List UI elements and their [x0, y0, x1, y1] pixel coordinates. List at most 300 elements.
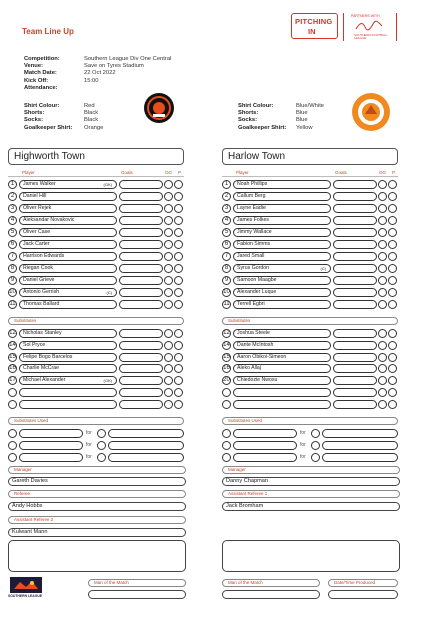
og-field[interactable] — [164, 376, 173, 385]
og-field[interactable] — [164, 228, 173, 237]
player-name[interactable] — [233, 353, 331, 362]
shirt-number: 3 — [8, 204, 17, 213]
og-field[interactable] — [378, 276, 387, 285]
penalty-field[interactable] — [388, 341, 397, 350]
player-name-text: Syrus Gordon — [237, 265, 270, 271]
player-name[interactable] — [233, 300, 331, 309]
penalty-field[interactable] — [174, 353, 183, 362]
goals-field[interactable] — [333, 353, 377, 362]
penalty-field[interactable] — [388, 216, 397, 225]
player-row[interactable] — [8, 329, 186, 338]
player-name[interactable] — [233, 204, 331, 213]
goals-field[interactable] — [333, 288, 377, 297]
player-name-text: Sol Pryce — [23, 341, 46, 348]
player-row[interactable] — [8, 180, 186, 189]
goals-field[interactable] — [333, 300, 377, 309]
goals-field[interactable] — [119, 180, 163, 189]
penalty-field[interactable] — [174, 329, 183, 338]
og-field[interactable] — [378, 204, 387, 213]
goals-field[interactable] — [119, 288, 163, 297]
ar2-label: Assistant Referee 2 — [8, 516, 186, 524]
player-name-text: Charlie McCrae — [23, 365, 60, 372]
away-player-col: Player — [236, 170, 249, 175]
player-name[interactable] — [19, 216, 117, 225]
og-field[interactable] — [378, 353, 387, 362]
player-name[interactable] — [233, 400, 331, 409]
player-row[interactable] — [222, 252, 400, 261]
home-p-col: P — [178, 170, 182, 175]
referee-value[interactable]: Andy Hobbs — [8, 502, 186, 511]
away-header-rule — [222, 176, 398, 177]
home-team-name: Highworth Town — [8, 148, 184, 165]
away-shorts-label: Shorts: — [238, 110, 259, 117]
home-motm-value[interactable] — [88, 590, 186, 599]
player-tag: (C) — [106, 290, 112, 295]
penalty-field[interactable] — [174, 400, 183, 409]
player-row[interactable] — [8, 276, 186, 285]
away-p-col: P — [392, 170, 396, 175]
player-row[interactable] — [222, 353, 400, 362]
penalty-field[interactable] — [174, 364, 183, 373]
og-field[interactable] — [164, 252, 173, 261]
player-name[interactable] — [233, 376, 331, 385]
player-name[interactable] — [19, 376, 117, 385]
player-row[interactable] — [8, 192, 186, 201]
goals-field[interactable] — [119, 400, 163, 409]
shirt-number: 11 — [9, 301, 16, 307]
player-name-text: Thomas Ballard — [23, 301, 60, 307]
player-name[interactable] — [233, 228, 331, 237]
player-name[interactable] — [233, 364, 331, 373]
goals-field[interactable] — [333, 264, 377, 273]
player-row[interactable] — [222, 300, 400, 309]
goals-field[interactable] — [119, 264, 163, 273]
penalty-field[interactable] — [388, 364, 397, 373]
player-name[interactable] — [233, 341, 331, 350]
player-row[interactable] — [8, 240, 186, 249]
player-row[interactable] — [222, 341, 400, 350]
away-shirt-label: Shirt Colour: — [238, 103, 274, 109]
player-row[interactable] — [222, 240, 400, 249]
player-row[interactable] — [8, 300, 186, 309]
goals-field[interactable] — [333, 192, 377, 201]
og-field[interactable] — [378, 364, 387, 373]
player-row[interactable] — [222, 388, 400, 397]
goals-field[interactable] — [333, 400, 377, 409]
goals-field[interactable] — [333, 252, 377, 261]
penalty-field[interactable] — [388, 228, 397, 237]
og-field[interactable] — [164, 388, 173, 397]
penalty-field[interactable] — [388, 353, 397, 362]
away-socks-label: Socks: — [238, 117, 258, 124]
home-shirt: Red — [84, 103, 95, 109]
player-row[interactable] — [8, 264, 186, 273]
goals-field[interactable] — [119, 252, 163, 261]
player-name-text: Daniel Hill — [23, 193, 47, 199]
away-manager-label: Manager — [222, 466, 400, 474]
player-name-text: Fabion Simms — [237, 241, 271, 247]
penalty-field[interactable] — [174, 204, 183, 213]
og-field[interactable] — [378, 400, 387, 409]
ar1-value[interactable]: Jack Bromham — [222, 502, 400, 511]
player-row[interactable] — [222, 204, 400, 213]
og-field[interactable] — [164, 364, 173, 373]
og-field[interactable] — [164, 276, 173, 285]
player-row[interactable] — [8, 341, 186, 350]
goals-field[interactable] — [119, 192, 163, 201]
penalty-field[interactable] — [388, 264, 397, 273]
home-sub-used-1[interactable] — [8, 429, 186, 438]
datetime-value[interactable] — [328, 590, 398, 599]
player-name-text: Oliver Rejek — [23, 205, 52, 211]
home-notes-box[interactable] — [8, 540, 186, 572]
home-player-col: Player — [22, 170, 35, 175]
player-name[interactable] — [19, 300, 117, 309]
og-field[interactable] — [378, 388, 387, 397]
shirt-number — [8, 400, 17, 409]
shirt-number: 4 — [8, 216, 17, 225]
penalty-field[interactable] — [388, 180, 397, 189]
player-name[interactable] — [233, 264, 331, 273]
og-field[interactable] — [378, 300, 387, 309]
shirt-number: 4 — [222, 216, 231, 225]
player-name[interactable] — [19, 180, 117, 189]
og-field[interactable] — [164, 180, 173, 189]
shirt-number: 5 — [222, 228, 231, 237]
player-row[interactable] — [8, 388, 186, 397]
goals-field[interactable] — [119, 364, 163, 373]
socks-label: Socks: — [24, 117, 44, 124]
home-subs-used-bar: Substitutes Used — [8, 417, 184, 425]
home-gk-shirt: Orange — [84, 124, 104, 131]
og-field[interactable] — [378, 180, 387, 189]
og-field[interactable] — [164, 216, 173, 225]
og-field[interactable] — [164, 288, 173, 297]
og-field[interactable] — [378, 252, 387, 261]
away-manager-value[interactable]: Danny Chapman — [222, 477, 400, 486]
player-row[interactable] — [8, 216, 186, 225]
shirt-number: 12 — [9, 330, 16, 336]
player-name-text: Aleko Allaj — [237, 365, 261, 372]
penalty-field[interactable] — [174, 240, 183, 249]
penalty-field[interactable] — [174, 376, 183, 385]
player-name[interactable] — [19, 288, 117, 297]
penalty-field[interactable] — [388, 240, 397, 249]
shorts-label: Shorts: — [24, 110, 45, 117]
signature-icon — [354, 20, 384, 32]
home-manager-label: Manager — [8, 466, 186, 474]
player-row[interactable] — [8, 400, 186, 409]
referee-label: Referee — [8, 490, 186, 498]
player-name[interactable] — [233, 388, 331, 397]
player-name-text: Nicholas Stanley — [23, 330, 62, 336]
og-field[interactable] — [164, 341, 173, 350]
away-socks: Blue — [296, 117, 308, 124]
shirt-number: 10 — [9, 289, 16, 295]
kickoff-label: Kick Off: — [24, 77, 49, 84]
goals-field[interactable] — [119, 341, 163, 350]
goals-field[interactable] — [333, 329, 377, 338]
goals-field[interactable] — [333, 204, 377, 213]
player-row[interactable] — [8, 228, 186, 237]
player-name[interactable] — [233, 252, 331, 261]
penalty-field[interactable] — [174, 216, 183, 225]
penalty-field[interactable] — [388, 252, 397, 261]
home-kit-values — [84, 103, 144, 132]
shirt-number: 2 — [8, 192, 17, 201]
og-field[interactable] — [164, 264, 173, 273]
away-club-badge — [351, 92, 391, 132]
player-row[interactable] — [222, 400, 400, 409]
away-gk-shirt-label: Goalkeeper Shirt: — [238, 124, 287, 131]
player-tag: (C) — [320, 266, 326, 271]
ar1-label: Assistant Referee 1 — [222, 490, 400, 498]
home-substitutes-bar: Substitutes — [8, 317, 184, 325]
away-team-name: Harlow Town — [222, 148, 398, 165]
penalty-field[interactable] — [388, 288, 397, 297]
goals-field[interactable] — [119, 300, 163, 309]
partner-org: SOUTHERN FOOTBALL LEAGUE — [354, 33, 388, 41]
shirt-number: 14 — [9, 341, 16, 348]
penalty-field[interactable] — [174, 300, 183, 309]
shirt-number: 15 — [9, 353, 16, 360]
goals-field[interactable] — [119, 204, 163, 213]
shirt-number: 8 — [8, 264, 17, 273]
player-name-text: Harrison Edwards — [23, 253, 65, 259]
penalty-field[interactable] — [174, 228, 183, 237]
penalty-field[interactable] — [174, 341, 183, 350]
player-row[interactable] — [222, 329, 400, 338]
datetime-label: Date/Time Produced — [328, 579, 398, 587]
player-name[interactable] — [233, 240, 331, 249]
og-field[interactable] — [378, 264, 387, 273]
player-row[interactable] — [222, 376, 400, 385]
player-row[interactable] — [222, 288, 400, 297]
shirt-number: 17 — [9, 377, 16, 384]
penalty-field[interactable] — [174, 252, 183, 261]
goals-field[interactable] — [119, 376, 163, 385]
goals-field[interactable] — [119, 329, 163, 338]
penalty-field[interactable] — [174, 180, 183, 189]
player-row[interactable] — [222, 364, 400, 373]
home-socks: Black — [84, 117, 99, 124]
goals-field[interactable] — [119, 228, 163, 237]
home-manager-value[interactable]: Gareth Davies — [8, 477, 186, 486]
goals-field[interactable] — [333, 228, 377, 237]
away-og-col: OG — [379, 170, 387, 175]
for-label: for — [300, 442, 306, 448]
penalty-field[interactable] — [388, 400, 397, 409]
og-field[interactable] — [378, 216, 387, 225]
og-field[interactable] — [164, 300, 173, 309]
venue-label: Venue: — [24, 63, 44, 70]
home-sub-used-3[interactable] — [8, 453, 186, 462]
away-motm-label: Man of the Match — [222, 579, 320, 587]
player-name-text: Layne Eadie — [237, 205, 266, 211]
player-name[interactable] — [19, 252, 117, 261]
date-label: Match Date: — [24, 70, 57, 77]
goals-field[interactable] — [119, 276, 163, 285]
player-name[interactable] — [19, 329, 117, 338]
penalty-field[interactable] — [388, 388, 397, 397]
penalty-field[interactable] — [174, 288, 183, 297]
penalty-field[interactable] — [174, 264, 183, 273]
og-field[interactable] — [378, 228, 387, 237]
player-name[interactable] — [19, 400, 117, 409]
player-name[interactable] — [19, 192, 117, 201]
goals-field[interactable] — [333, 240, 377, 249]
player-name[interactable] — [19, 240, 117, 249]
og-field[interactable] — [378, 288, 387, 297]
shirt-label: Shirt Colour: — [24, 103, 60, 109]
og-field[interactable] — [164, 400, 173, 409]
player-row[interactable] — [8, 204, 186, 213]
goals-field[interactable] — [119, 216, 163, 225]
shirt-number: 3 — [222, 204, 231, 213]
shirt-number: 14 — [223, 341, 230, 348]
gk-shirt-label: Goalkeeper Shirt: — [24, 124, 73, 131]
og-field[interactable] — [378, 329, 387, 338]
shirt-number: 9 — [222, 276, 231, 285]
player-name[interactable] — [19, 204, 117, 213]
goals-field[interactable] — [333, 376, 377, 385]
home-og-col: OG — [165, 170, 173, 175]
player-name-text: Joshua Steele — [237, 330, 270, 336]
player-row[interactable] — [8, 376, 186, 385]
penalty-field[interactable] — [174, 388, 183, 397]
ar2-value[interactable]: Kulwant Mann — [8, 528, 186, 537]
venue-value: Save on Tyres Stadium — [84, 63, 144, 70]
shirt-number: 2 — [222, 192, 231, 201]
penalty-field[interactable] — [174, 276, 183, 285]
player-name-text: Samoon Maagbe — [237, 277, 277, 283]
shirt-number: 1 — [222, 180, 231, 189]
player-name-text: James Folkes — [237, 217, 269, 223]
partner-text: PARTNERS WITH — [351, 14, 380, 18]
shirt-number: 20 — [223, 377, 230, 384]
goals-field[interactable] — [119, 388, 163, 397]
og-field[interactable] — [378, 376, 387, 385]
home-sub-list — [8, 329, 186, 414]
player-name[interactable] — [19, 264, 117, 273]
shirt-number — [222, 400, 231, 409]
player-name[interactable] — [19, 341, 117, 350]
player-row[interactable] — [222, 264, 400, 273]
away-shirt: Blue/White — [296, 103, 325, 109]
player-row[interactable] — [8, 364, 186, 373]
player-name[interactable] — [233, 180, 331, 189]
shirt-number: 7 — [8, 252, 17, 261]
og-field[interactable] — [164, 353, 173, 362]
player-name-text: Jimmy Wallace — [237, 229, 272, 235]
og-field[interactable] — [164, 240, 173, 249]
away-sub-used-1[interactable] — [222, 429, 400, 438]
player-row[interactable] — [8, 288, 186, 297]
away-notes-box[interactable] — [222, 540, 400, 572]
shirt-number: 6 — [222, 240, 231, 249]
shirt-number: 15 — [223, 353, 230, 360]
player-name[interactable] — [19, 364, 117, 373]
away-gk-shirt: Yellow — [296, 124, 313, 131]
player-row[interactable] — [222, 180, 400, 189]
player-name-text: Riegan Cook — [23, 265, 53, 271]
goals-field[interactable] — [333, 180, 377, 189]
logo-line1: PITCHING — [295, 17, 333, 26]
penalty-field[interactable] — [388, 329, 397, 338]
player-tag: (GK) — [103, 182, 112, 187]
og-field[interactable] — [378, 341, 387, 350]
og-field[interactable] — [164, 204, 173, 213]
player-name[interactable] — [233, 329, 331, 338]
penalty-field[interactable] — [174, 192, 183, 201]
player-row[interactable] — [8, 252, 186, 261]
shirt-number: 9 — [8, 276, 17, 285]
goals-field[interactable] — [119, 240, 163, 249]
player-name[interactable] — [19, 388, 117, 397]
player-name-text: Michael Alexander — [23, 377, 66, 384]
og-field[interactable] — [378, 240, 387, 249]
player-name-text: Felipe Bogo Barcelos — [23, 353, 73, 360]
home-shorts: Black — [84, 110, 99, 117]
player-name-text: Terrell Egbri — [237, 301, 265, 307]
og-field[interactable] — [164, 192, 173, 201]
away-sub-used-2[interactable] — [222, 441, 400, 450]
player-name[interactable] — [19, 276, 117, 285]
shirt-number: 7 — [222, 252, 231, 261]
player-name[interactable] — [233, 192, 331, 201]
og-field[interactable] — [164, 329, 173, 338]
player-row[interactable] — [222, 216, 400, 225]
player-tag: (GK) — [103, 378, 112, 384]
for-label: for — [86, 454, 92, 460]
home-header-rule — [8, 176, 184, 177]
player-name[interactable] — [233, 288, 331, 297]
goals-field[interactable] — [333, 276, 377, 285]
og-field[interactable] — [378, 192, 387, 201]
goals-field[interactable] — [333, 216, 377, 225]
goals-field[interactable] — [333, 388, 377, 397]
player-row[interactable] — [222, 276, 400, 285]
penalty-field[interactable] — [388, 376, 397, 385]
penalty-field[interactable] — [388, 300, 397, 309]
home-motm-label: Man of the Match — [88, 579, 186, 587]
page-title: Team Line Up — [22, 27, 74, 36]
shirt-number: 5 — [8, 228, 17, 237]
player-row[interactable] — [222, 192, 400, 201]
player-row[interactable] — [8, 353, 186, 362]
away-sub-used-3[interactable] — [222, 453, 400, 462]
penalty-field[interactable] — [388, 192, 397, 201]
shirt-number: 16 — [223, 365, 230, 372]
player-name-text: Aaron Obikoi-Simeon — [237, 353, 287, 360]
pitching-in-logo — [291, 13, 338, 39]
player-name[interactable] — [233, 216, 331, 225]
player-row[interactable] — [222, 228, 400, 237]
goals-field[interactable] — [119, 353, 163, 362]
goals-field[interactable] — [333, 341, 377, 350]
player-name[interactable] — [19, 228, 117, 237]
player-name-text: Antonio Gerrish — [23, 289, 60, 295]
player-name[interactable] — [233, 276, 331, 285]
goals-field[interactable] — [333, 364, 377, 373]
away-motm-value[interactable] — [222, 590, 320, 599]
home-sub-used-2[interactable] — [8, 441, 186, 450]
away-player-list — [222, 180, 400, 315]
player-name[interactable] — [19, 353, 117, 362]
penalty-field[interactable] — [388, 204, 397, 213]
shirt-number: 11 — [223, 301, 230, 307]
penalty-field[interactable] — [388, 276, 397, 285]
